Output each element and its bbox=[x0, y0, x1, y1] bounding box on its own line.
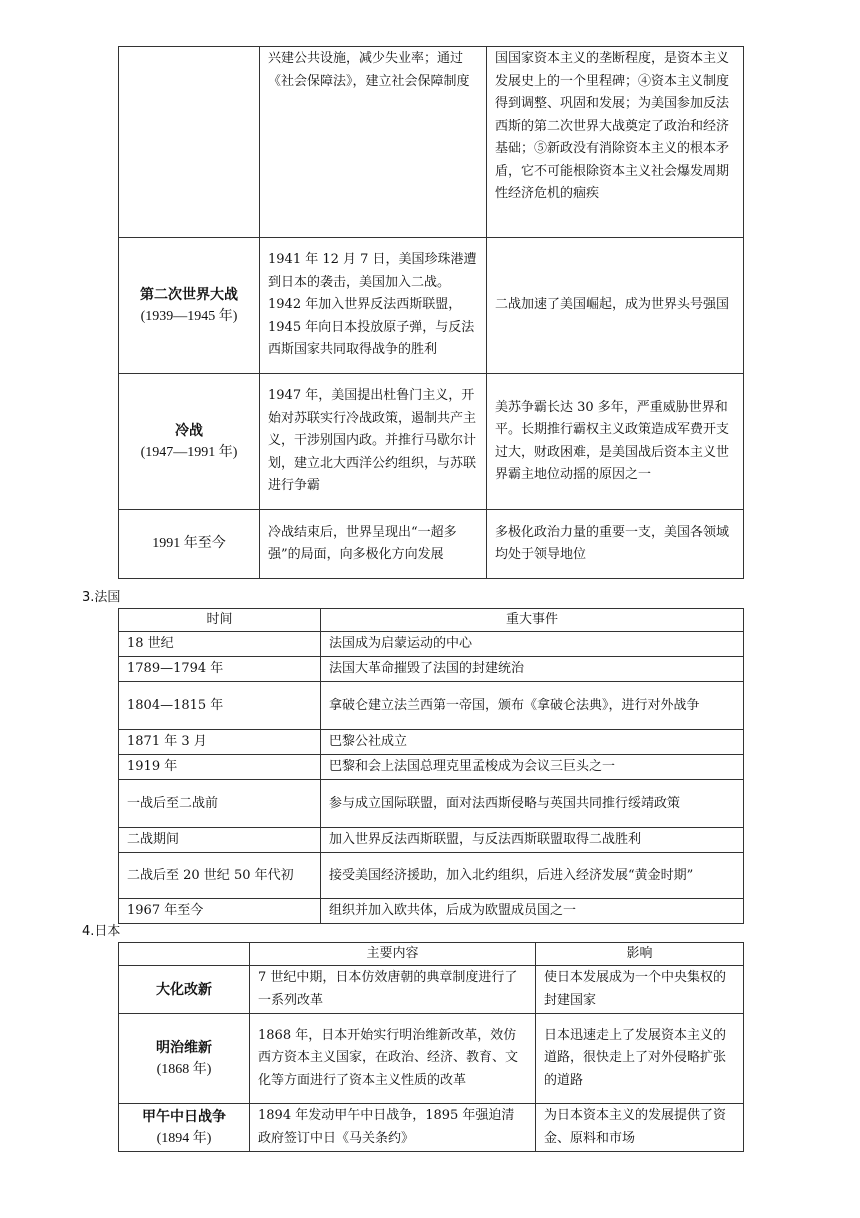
event-cell: 法国成为启蒙运动的中心 bbox=[321, 632, 744, 657]
reform-cell bbox=[119, 1014, 250, 1104]
header-blank bbox=[119, 943, 250, 966]
table-header bbox=[119, 609, 744, 632]
table-row bbox=[119, 682, 744, 730]
events-text: 冷战结束后，世界呈现出“一超多强”的局面，向多极化方向发展 bbox=[268, 524, 457, 562]
header-event: 重大事件 bbox=[321, 609, 744, 632]
impact-text: 美苏争霸长达 30 多年，严重威胁世界和平。长期推行霸权主义政策造成军费开支过大，财政困难，是美国战后资本主义世界霸主地位动摇的原因之一 bbox=[495, 399, 730, 482]
event-cell: 接受美国经济援助，加入北约组织，后进入经济发展“黄金时期” bbox=[321, 853, 744, 899]
event-cell: 巴黎和会上法国总理克里孟梭成为会议三巨头之一 bbox=[321, 755, 744, 780]
events-cell bbox=[260, 238, 487, 374]
reform-label: 甲午中日战争 bbox=[142, 1108, 226, 1125]
time-cell: 1919 年 bbox=[119, 755, 321, 780]
reform-cell bbox=[119, 1104, 250, 1152]
time-cell: 一战后至二战前 bbox=[119, 780, 321, 828]
header-content: 主要内容 bbox=[250, 943, 536, 966]
content-text: 1868 年，日本开始实行明治维新改革，效仿西方资本主义国家，在政治、经济、教育、文化等方面进行了资本主义性质的改革 bbox=[258, 1027, 519, 1088]
impact-text: 日本迅速走上了发展资本主义的道路，很快走上了对外侵略扩张的道路 bbox=[544, 1027, 727, 1088]
time-cell: 1789—1794 年 bbox=[119, 657, 321, 682]
table-row bbox=[119, 755, 744, 780]
period-label: 第二次世界大战 bbox=[140, 286, 238, 303]
time-cell: 1871 年 3 月 bbox=[119, 730, 321, 755]
impact-text: 为日本资本主义的发展提供了资金、原料和市场 bbox=[544, 1108, 727, 1146]
content-cell bbox=[250, 1014, 536, 1104]
table-row bbox=[119, 1014, 744, 1104]
reform-label: 大化改新 bbox=[156, 981, 212, 998]
table-row bbox=[119, 899, 744, 924]
period-cell bbox=[119, 238, 260, 374]
time-cell: 二战期间 bbox=[119, 828, 321, 853]
usa-table bbox=[118, 46, 744, 579]
period-years: (1939—1945 年) bbox=[140, 308, 238, 324]
period-label: 冷战 bbox=[175, 422, 203, 439]
events-cell bbox=[260, 510, 487, 579]
table-row bbox=[119, 966, 744, 1014]
event-cell: 法国大革命摧毁了法国的封建统治 bbox=[321, 657, 744, 682]
header-time: 时间 bbox=[119, 609, 321, 632]
table-row bbox=[119, 374, 744, 510]
table-header bbox=[119, 943, 744, 966]
event-cell: 拿破仑建立法兰西第一帝国，颁布《拿破仑法典》，进行对外战争 bbox=[321, 682, 744, 730]
france-table bbox=[118, 608, 744, 924]
events-text: 1947 年，美国提出杜鲁门主义，开始对苏联实行冷战政策，遏制共产主义，干涉别国内政。并推行马歇尔计划，建立北大西洋公约组织，与苏联进行争霸 bbox=[268, 388, 477, 494]
event-cell: 巴黎公社成立 bbox=[321, 730, 744, 755]
events-text: 兴建公共设施，减少失业率；通过《社会保障法》，建立社会保障制度 bbox=[268, 51, 470, 89]
time-cell: 1804—1815 年 bbox=[119, 682, 321, 730]
impact-cell bbox=[536, 1104, 744, 1152]
period-label: 1991 年至今 bbox=[152, 536, 226, 551]
impact-cell bbox=[487, 510, 744, 579]
content-text: 7 世纪中期，日本仿效唐朝的典章制度进行了一系列改革 bbox=[258, 970, 518, 1008]
japan-table bbox=[118, 942, 744, 1152]
impact-text: 使日本发展成为一个中央集权的封建国家 bbox=[544, 970, 727, 1008]
time-cell: 1967 年至今 bbox=[119, 899, 321, 924]
reform-label: 明治维新 bbox=[156, 1039, 212, 1056]
table-row bbox=[119, 632, 744, 657]
table-row bbox=[119, 780, 744, 828]
reform-cell bbox=[119, 966, 250, 1014]
section-title-france: 3.法国 bbox=[82, 590, 121, 605]
period-cell bbox=[119, 510, 260, 579]
section-title-japan: 4.日本 bbox=[82, 924, 121, 939]
reform-years: (1894 年) bbox=[156, 1130, 212, 1146]
events-cell bbox=[260, 374, 487, 510]
table-row bbox=[119, 47, 744, 238]
period-cell bbox=[119, 374, 260, 510]
table-row bbox=[119, 828, 744, 853]
table-row bbox=[119, 510, 744, 579]
impact-cell bbox=[487, 47, 744, 238]
impact-cell bbox=[487, 374, 744, 510]
events-cell bbox=[260, 47, 487, 238]
table-row bbox=[119, 1104, 744, 1152]
event-cell: 组织并加入欧共体，后成为欧盟成员国之一 bbox=[321, 899, 744, 924]
impact-text: 二战加速了美国崛起，成为世界头号强国 bbox=[495, 297, 730, 313]
impact-cell bbox=[536, 1014, 744, 1104]
period-cell bbox=[119, 47, 260, 238]
event-cell: 参与成立国际联盟，面对法西斯侵略与英国共同推行绥靖政策 bbox=[321, 780, 744, 828]
content-cell bbox=[250, 966, 536, 1014]
table-row bbox=[119, 657, 744, 682]
impact-cell bbox=[487, 238, 744, 374]
period-years: (1947—1991 年) bbox=[140, 444, 238, 460]
impact-cell bbox=[536, 966, 744, 1014]
table-row bbox=[119, 730, 744, 755]
events-text: 1941 年 12 月 7 日，美国珍珠港遭到日本的袭击，美国加入二战。1942 年加入世界反法西斯联盟，1945 年向日本投放原子弹，与反法西斯国家共同取得战争的胜利 bbox=[268, 252, 477, 358]
header-impact: 影响 bbox=[536, 943, 744, 966]
impact-text: 多极化政治力量的重要一支，美国各领域均处于领导地位 bbox=[495, 524, 730, 562]
table-row bbox=[119, 238, 744, 374]
time-cell: 二战后至 20 世纪 50 年代初 bbox=[119, 853, 321, 899]
time-cell: 18 世纪 bbox=[119, 632, 321, 657]
impact-text: 国国家资本主义的垄断程度，是资本主义发展史上的一个里程碑；④资本主义制度得到调整、巩固和发展；为美国参加反法西斯的第二次世界大战奠定了政治和经济基础；⑤新政没有消除资本主义的根本矛盾，它不可能根除资本主义社会爆发周期性经济危机的痼疾 bbox=[495, 51, 730, 201]
table-row bbox=[119, 853, 744, 899]
content-cell bbox=[250, 1104, 536, 1152]
event-cell: 加入世界反法西斯联盟，与反法西斯联盟取得二战胜利 bbox=[321, 828, 744, 853]
content-text: 1894 年发动甲午中日战争，1895 年强迫清政府签订中日《马关条约》 bbox=[258, 1108, 515, 1146]
reform-years: (1868 年) bbox=[156, 1061, 212, 1077]
